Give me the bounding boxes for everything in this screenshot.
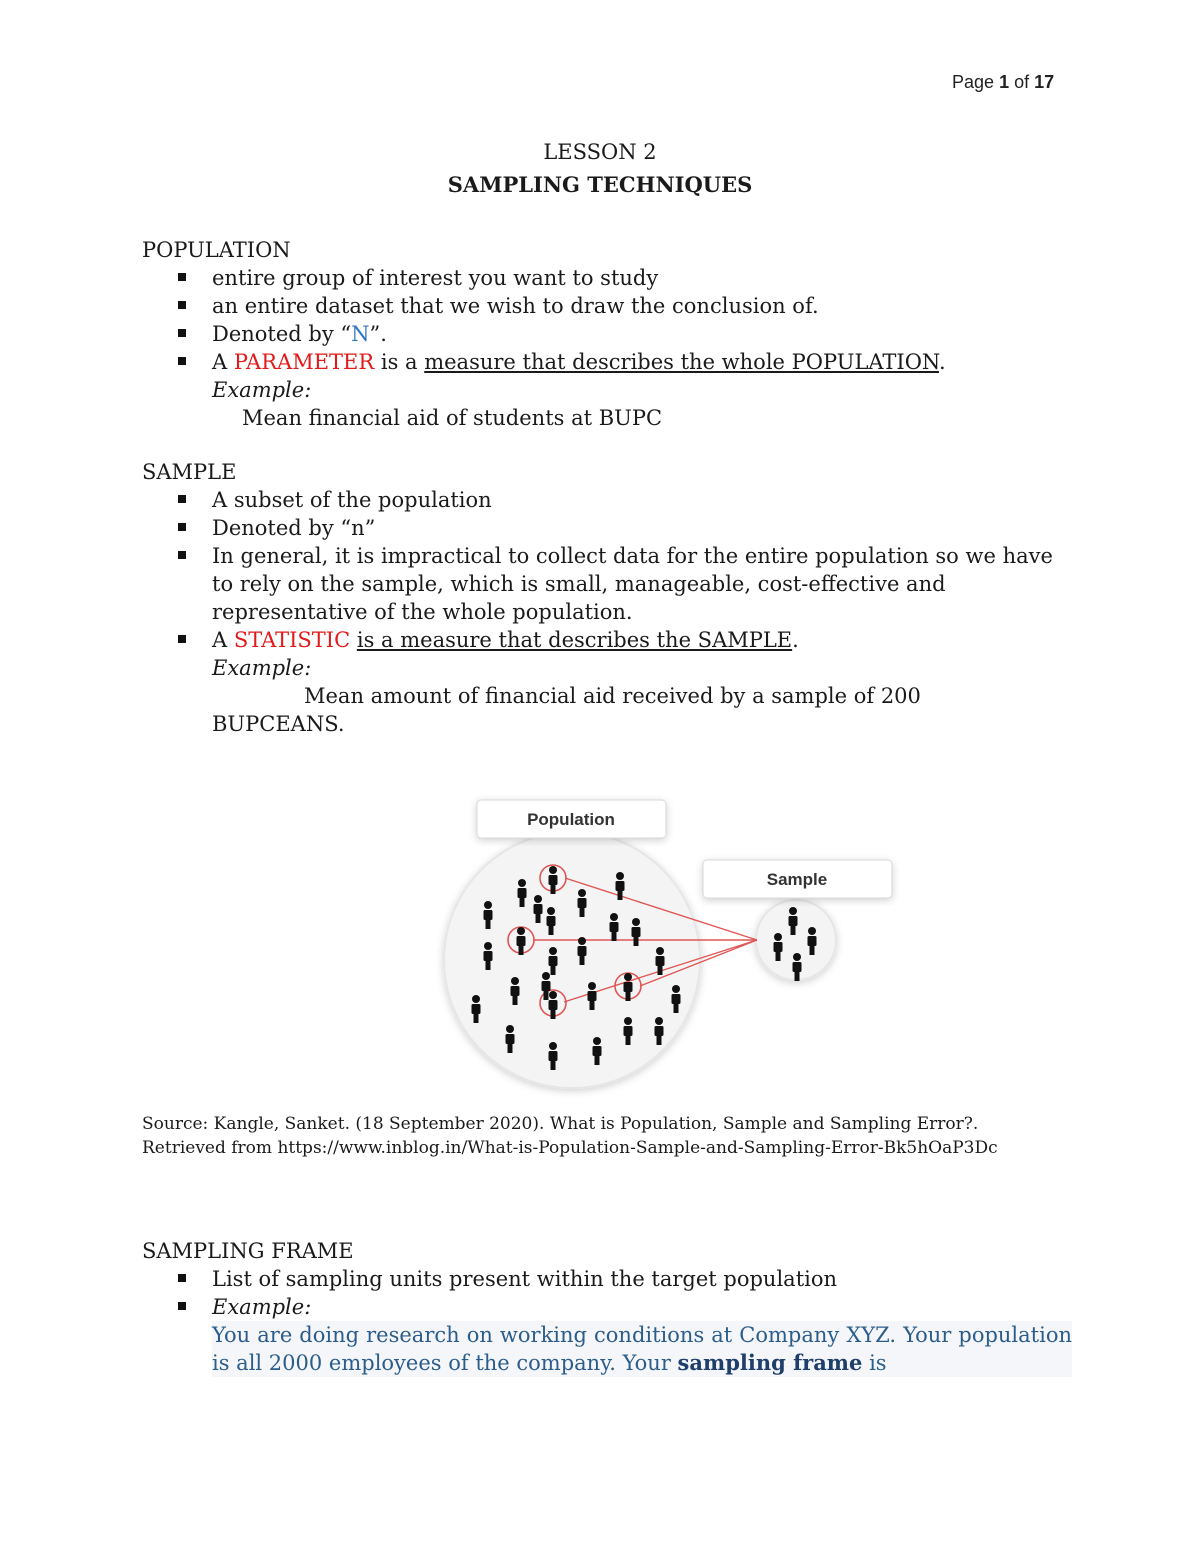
text-run: You are doing research on working conditions at Company XYZ. Your population is all 2000 employees of the company. Your — [212, 1323, 1072, 1375]
page-word: Page — [952, 72, 995, 92]
text-run: ”. — [369, 322, 387, 346]
sampling-frame-term: sampling frame — [677, 1350, 863, 1375]
example-text: Mean financial aid of students at BUPC — [242, 406, 663, 430]
list-item — [142, 626, 1072, 738]
population-label: Population — [527, 810, 615, 829]
text-run: . — [792, 628, 799, 652]
population-symbol: N — [351, 322, 370, 346]
sampling-frame-list — [142, 1265, 1072, 1377]
statistic-term: STATISTIC — [233, 628, 351, 652]
lesson-number: LESSON 2 — [543, 140, 657, 164]
text-run: A — [212, 350, 234, 374]
sampling-frame-section — [142, 1237, 1072, 1377]
page-current: 1 — [999, 72, 1010, 92]
list-item: List of sampling units present within the target population — [142, 1265, 1072, 1293]
text-run: is a — [374, 350, 425, 374]
text-run: is — [862, 1351, 887, 1375]
example-text — [212, 1321, 1072, 1377]
text-run: . — [938, 350, 946, 374]
text-run: A — [212, 628, 234, 652]
page-total: 17 — [1034, 72, 1055, 92]
sample-heading: SAMPLE — [142, 460, 237, 484]
list-item: Denoted by “n” — [142, 514, 1072, 542]
lesson-title: SAMPLING TECHNIQUES — [447, 172, 753, 197]
text-run: Denoted by “ — [212, 322, 352, 346]
population-heading: POPULATION — [142, 238, 291, 262]
sampling-frame-heading: SAMPLING FRAME — [142, 1239, 354, 1263]
sample-label: Sample — [766, 870, 828, 889]
sample-list — [142, 486, 1072, 738]
example-text: BUPCEANS. — [212, 712, 345, 736]
list-item: In general, it is impractical to collect data for the entire population so we have to rely on the sample, which is small, manageable, cost-effective and representative of the whole population. — [142, 542, 1072, 626]
list-item — [142, 1293, 1072, 1377]
example-label: Example: — [212, 378, 312, 402]
text-run — [350, 628, 357, 652]
parameter-term: PARAMETER — [233, 350, 375, 374]
list-item: entire group of interest you want to study — [142, 264, 1072, 292]
example-label: Example: — [212, 656, 312, 680]
population-section — [142, 236, 1072, 432]
figure-source: Source: Kangle, Sanket. (18 September 2020). What is Population, Sample and Sampling Error?. Retrieved from https://www.inblog.in/What-is-Population-Sample-and-Sampling-Error-Bk5hOaP3Dc — [142, 1114, 998, 1158]
sample-section — [142, 458, 1072, 738]
page-of: of — [1014, 72, 1030, 92]
population-list — [142, 264, 1072, 432]
list-item: A subset of the population — [142, 486, 1072, 514]
parameter-definition: measure that describes the whole POPULATION — [424, 350, 939, 374]
list-item: an entire dataset that we wish to draw the conclusion of. — [142, 292, 1072, 320]
list-item — [142, 320, 1072, 348]
page-number — [952, 72, 1054, 93]
example-text: Mean amount of financial aid received by a sample of 200 — [304, 684, 921, 708]
example-label: Example: — [212, 1295, 312, 1319]
list-item — [142, 348, 1072, 432]
population-sample-diagram — [0, 790, 1200, 1110]
statistic-definition: is a measure that describes the SAMPLE — [356, 628, 793, 652]
